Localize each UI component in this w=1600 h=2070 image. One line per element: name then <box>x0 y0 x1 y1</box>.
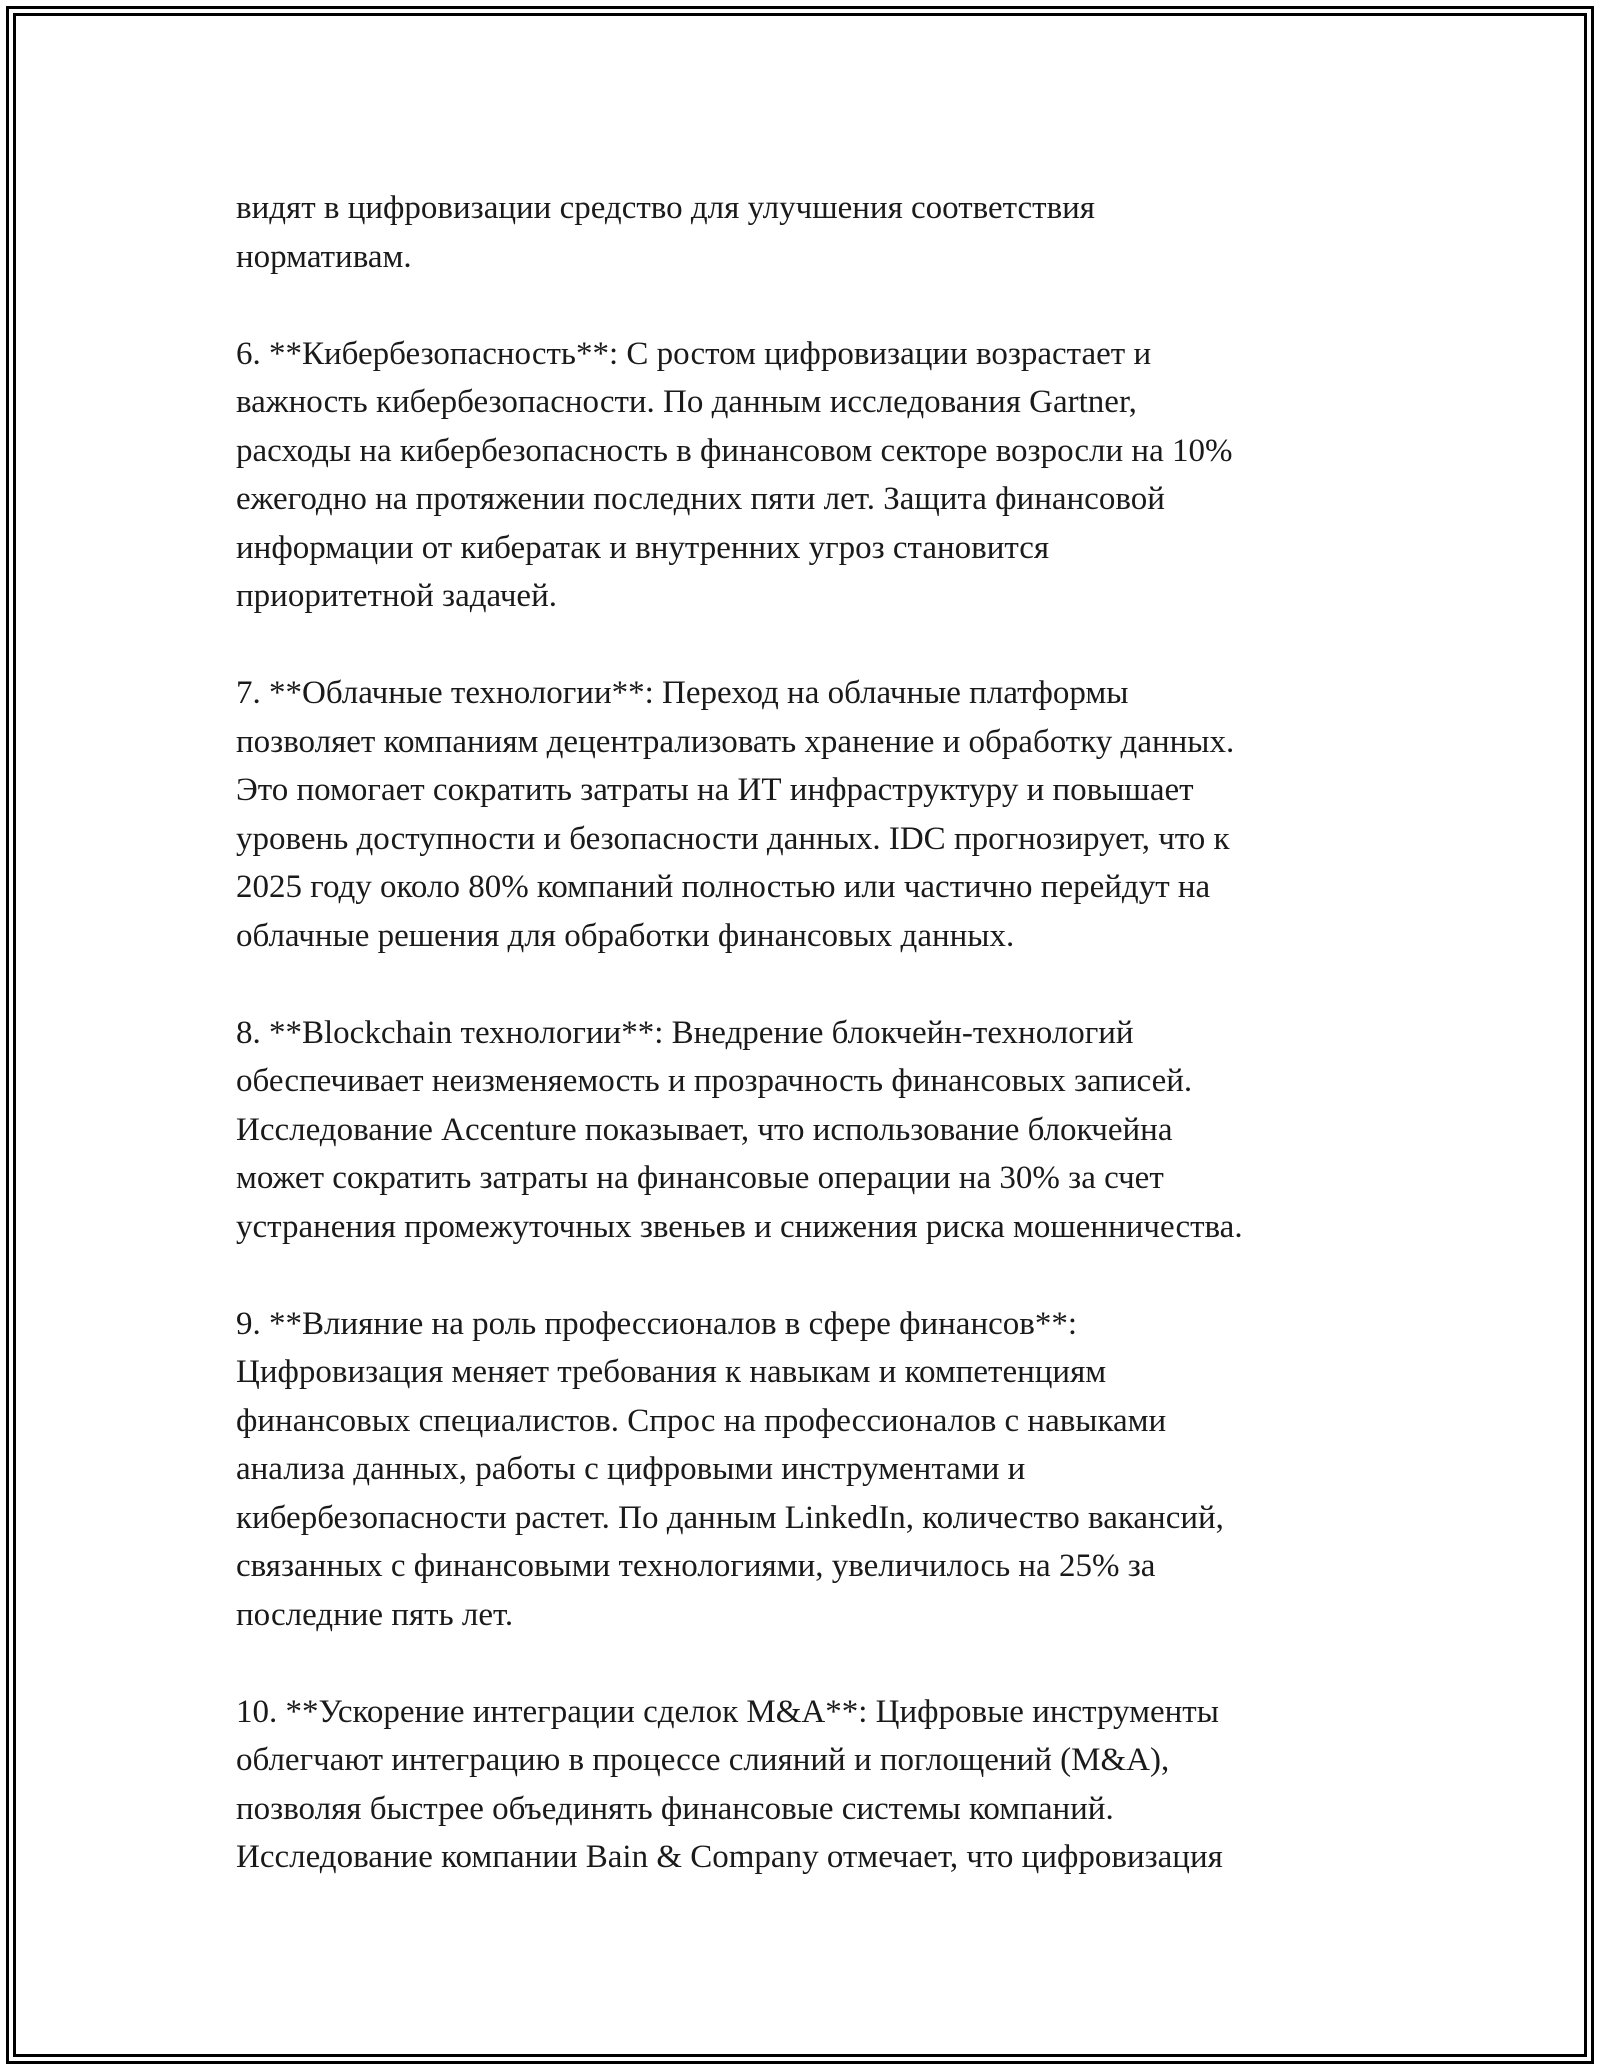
text-line: позволяя быстрее объединять финансовые системы компаний. <box>236 1790 1114 1827</box>
text-line: последние пять лет. <box>236 1596 514 1633</box>
text-line: анализа данных, работы с цифровыми инструментами и <box>236 1451 1026 1487</box>
text-line: видят в цифровизации средство для улучшения соответствия <box>236 190 1095 226</box>
text-line: нормативам. <box>236 238 412 275</box>
text-line: может сократить затраты на финансовые операции на 30% за счет <box>236 1160 1164 1196</box>
paragraph-cloud-technologies <box>236 669 1416 960</box>
text-line: 2025 году около 80% компаний полностью или частично перейдут на <box>236 869 1211 905</box>
text-line: кибербезопасности растет. По данным LinkedIn, количество вакансий, <box>236 1499 1224 1536</box>
paragraph-cybersecurity <box>236 330 1416 621</box>
text-line: 10. **Ускорение интеграции сделок M&A**: Цифровые инструменты <box>236 1693 1219 1730</box>
text-line: позволяет компаниям децентрализовать хранение и обработку данных. <box>236 723 1235 760</box>
text-line: облачные решения для обработки финансовых данных. <box>236 917 1015 954</box>
paragraph-mna-integration <box>236 1688 1416 1882</box>
text-line: связанных с финансовыми технологиями, увеличилось на 25% за <box>236 1548 1156 1584</box>
text-line: Цифровизация меняет требования к навыкам и компетенциям <box>236 1354 1107 1390</box>
text-line: уровень доступности и безопасности данных. IDC прогнозирует, что к <box>236 820 1230 857</box>
text-line: информации от кибератак и внутренних угроз становится <box>236 529 1050 566</box>
text-line: приоритетной задачей. <box>236 578 557 614</box>
text-line: 7. **Облачные технологии**: Переход на облачные платформы <box>236 675 1129 711</box>
paragraph-finance-professionals <box>236 1300 1416 1640</box>
text-line: Это помогает сократить затраты на ИТ инфраструктуру и повышает <box>236 772 1194 808</box>
document-body <box>236 184 1416 1930</box>
text-line: Исследование Accenture показывает, что использование блокчейна <box>236 1111 1173 1148</box>
text-line: устранения промежуточных звеньев и снижения риска мошенничества. <box>236 1208 1243 1245</box>
text-line: 8. **Blockchain технологии**: Внедрение блокчейн-технологий <box>236 1014 1134 1051</box>
paragraph-blockchain <box>236 1009 1416 1252</box>
text-line: важность кибербезопасности. По данным исследования Gartner, <box>236 384 1137 420</box>
text-line: расходы на кибербезопасность в финансовом секторе возросли на 10% <box>236 432 1233 469</box>
text-line: облегчают интеграцию в процессе слияний и поглощений (M&A), <box>236 1742 1170 1778</box>
text-line: обеспечивает неизменяемость и прозрачность финансовых записей. <box>236 1063 1193 1099</box>
paragraph-continuation <box>236 184 1416 281</box>
text-line: 9. **Влияние на роль профессионалов в сфере финансов**: <box>236 1305 1078 1342</box>
text-line: 6. **Кибербезопасность**: С ростом цифровизации возрастает и <box>236 335 1152 372</box>
text-line: финансовых специалистов. Спрос на профессионалов с навыками <box>236 1402 1167 1439</box>
text-line: Исследование компании Bain & Company отмечает, что цифровизация <box>236 1839 1223 1875</box>
text-line: ежегодно на протяжении последних пяти лет. Защита финансовой <box>236 481 1165 517</box>
